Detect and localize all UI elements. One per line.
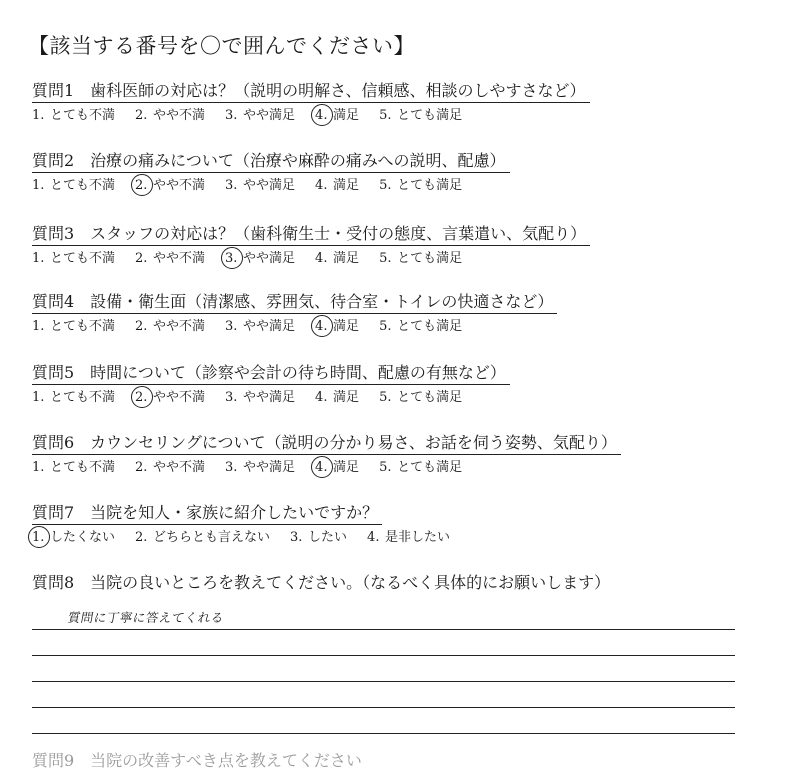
options-row xyxy=(32,528,772,548)
question-title: 質問7 当院を知人・家族に紹介したいですか？ xyxy=(32,502,382,525)
options-row xyxy=(32,176,772,196)
option-number: 4. xyxy=(367,530,380,545)
option-label: とても不満 xyxy=(50,390,116,405)
question-7 xyxy=(32,502,772,548)
option-4[interactable] xyxy=(315,458,359,478)
option-3[interactable] xyxy=(225,317,295,337)
question-5 xyxy=(32,362,772,408)
option-number: 2. xyxy=(135,530,148,545)
options-row xyxy=(32,458,772,478)
option-5[interactable] xyxy=(379,317,462,337)
option-number: 1. xyxy=(32,390,45,405)
option-4[interactable] xyxy=(315,106,359,126)
option-label: とても満足 xyxy=(397,319,463,334)
question-title: 質問8 当院の良いところを教えてください。（なるべく具体的にお願いします） xyxy=(32,573,611,592)
option-label: やや満足 xyxy=(243,251,296,266)
question-title: 質問1 歯科医師の対応は？（説明の明解さ、信頼感、相談のしやすさなど） xyxy=(32,80,590,103)
option-label: とても不満 xyxy=(50,460,116,475)
option-label: とても満足 xyxy=(397,460,463,475)
option-label: とても満足 xyxy=(397,178,463,193)
option-number: 1. xyxy=(32,178,45,193)
option-label: したくない xyxy=(50,530,116,545)
options-row xyxy=(32,317,772,337)
options-row xyxy=(32,106,772,126)
option-number: 5. xyxy=(379,390,392,405)
option-label: とても満足 xyxy=(397,251,463,266)
option-number: 3. xyxy=(290,530,303,545)
option-number: 3. xyxy=(225,460,238,475)
option-number: 5. xyxy=(379,319,392,334)
question-6 xyxy=(32,432,772,478)
form-heading: 【該当する番号を〇で囲んでください】 xyxy=(28,34,415,58)
option-label: やや満足 xyxy=(243,108,296,123)
option-label: やや不満 xyxy=(153,251,206,266)
question-3 xyxy=(32,223,772,269)
answer-line xyxy=(32,630,735,656)
option-5[interactable] xyxy=(379,458,462,478)
option-number: 3. xyxy=(225,249,243,269)
options-row xyxy=(32,249,772,269)
option-number: 1. xyxy=(32,319,45,334)
option-label: したい xyxy=(308,530,348,545)
option-number: 4. xyxy=(315,390,328,405)
option-label: とても不満 xyxy=(50,178,116,193)
option-4[interactable] xyxy=(315,388,359,408)
option-label: 満足 xyxy=(333,319,360,334)
option-label: 満足 xyxy=(333,178,360,193)
question-title: 質問2 治療の痛みについて（治療や麻酔の痛みへの説明、配慮） xyxy=(32,150,510,173)
option-1[interactable] xyxy=(32,249,115,269)
option-2[interactable] xyxy=(135,528,270,548)
question-4 xyxy=(32,291,772,337)
option-number: 1. xyxy=(32,528,50,548)
option-label: やや満足 xyxy=(243,460,296,475)
option-number: 1. xyxy=(32,108,45,123)
option-5[interactable] xyxy=(379,388,462,408)
option-label: やや不満 xyxy=(153,108,206,123)
option-label: やや不満 xyxy=(153,178,206,193)
option-number: 4. xyxy=(315,251,328,266)
option-4[interactable] xyxy=(315,249,359,269)
question-title: 質問3 スタッフの対応は？（歯科衛生士・受付の態度、言葉遣い、気配り） xyxy=(32,223,590,246)
option-1[interactable] xyxy=(32,176,115,196)
option-number: 5. xyxy=(379,460,392,475)
option-label: 満足 xyxy=(333,251,360,266)
option-4[interactable] xyxy=(315,317,359,337)
option-number: 2. xyxy=(135,108,148,123)
option-label: とても不満 xyxy=(50,251,116,266)
option-number: 2. xyxy=(135,176,153,196)
option-3[interactable] xyxy=(225,458,295,478)
option-number: 4. xyxy=(315,178,328,193)
option-label: 満足 xyxy=(333,460,360,475)
option-label: やや不満 xyxy=(153,319,206,334)
option-4[interactable] xyxy=(367,528,450,548)
option-3[interactable] xyxy=(225,176,295,196)
option-label: 満足 xyxy=(333,390,360,405)
option-2[interactable] xyxy=(135,176,205,196)
option-number: 4. xyxy=(315,106,333,126)
option-label: とても満足 xyxy=(397,108,463,123)
option-5[interactable] xyxy=(379,249,462,269)
option-2[interactable] xyxy=(135,249,205,269)
option-5[interactable] xyxy=(379,106,462,126)
option-2[interactable] xyxy=(135,388,205,408)
question-title: 質問6 カウンセリングについて（説明の分かり易さ、お話を伺う姿勢、気配り） xyxy=(32,432,621,455)
option-number: 3. xyxy=(225,178,238,193)
handwritten-answer: 質問に丁寧に答えてくれる xyxy=(66,610,226,625)
options-row xyxy=(32,388,772,408)
option-number: 5. xyxy=(379,178,392,193)
option-label: とても満足 xyxy=(397,390,463,405)
option-number: 2. xyxy=(135,388,153,408)
option-3[interactable] xyxy=(225,249,295,269)
option-label: やや満足 xyxy=(243,178,296,193)
option-number: 4. xyxy=(315,317,333,337)
option-1[interactable] xyxy=(32,317,115,337)
option-number: 5. xyxy=(379,108,392,123)
next-question-partial: 質問9 当院の改善すべき点を教えてください xyxy=(32,751,362,770)
option-label: やや満足 xyxy=(243,319,296,334)
option-2[interactable] xyxy=(135,458,205,478)
option-2[interactable] xyxy=(135,106,205,126)
question-title: 質問4 設備・衛生面（清潔感、雰囲気、待合室・トイレの快適さなど） xyxy=(32,291,557,314)
option-1[interactable] xyxy=(32,528,115,548)
answer-line xyxy=(32,682,735,708)
option-label: とても不満 xyxy=(50,108,116,123)
option-3[interactable] xyxy=(225,388,295,408)
option-2[interactable] xyxy=(135,317,205,337)
option-4[interactable] xyxy=(315,176,359,196)
option-number: 3. xyxy=(225,108,238,123)
option-number: 2. xyxy=(135,460,148,475)
option-number: 3. xyxy=(225,390,238,405)
option-5[interactable] xyxy=(379,176,462,196)
option-label: 是非したい xyxy=(385,530,451,545)
option-1[interactable] xyxy=(32,388,115,408)
option-number: 1. xyxy=(32,251,45,266)
option-3[interactable] xyxy=(290,528,347,548)
option-label: とても不満 xyxy=(50,319,116,334)
question-1 xyxy=(32,80,772,126)
option-1[interactable] xyxy=(32,106,115,126)
option-number: 1. xyxy=(32,460,45,475)
question-2 xyxy=(32,150,772,196)
option-label: やや不満 xyxy=(153,390,206,405)
option-label: やや満足 xyxy=(243,390,296,405)
option-number: 2. xyxy=(135,319,148,334)
option-1[interactable] xyxy=(32,458,115,478)
answer-line xyxy=(32,708,735,734)
option-number: 5. xyxy=(379,251,392,266)
option-number: 2. xyxy=(135,251,148,266)
option-3[interactable] xyxy=(225,106,295,126)
option-label: どちらとも言えない xyxy=(153,530,271,545)
question-8 xyxy=(32,572,772,594)
option-label: 満足 xyxy=(333,108,360,123)
option-number: 4. xyxy=(315,458,333,478)
option-label: やや不満 xyxy=(153,460,206,475)
question-title: 質問5 時間について（診察や会計の待ち時間、配慮の有無など） xyxy=(32,362,510,385)
answer-line xyxy=(32,656,735,682)
option-number: 3. xyxy=(225,319,238,334)
